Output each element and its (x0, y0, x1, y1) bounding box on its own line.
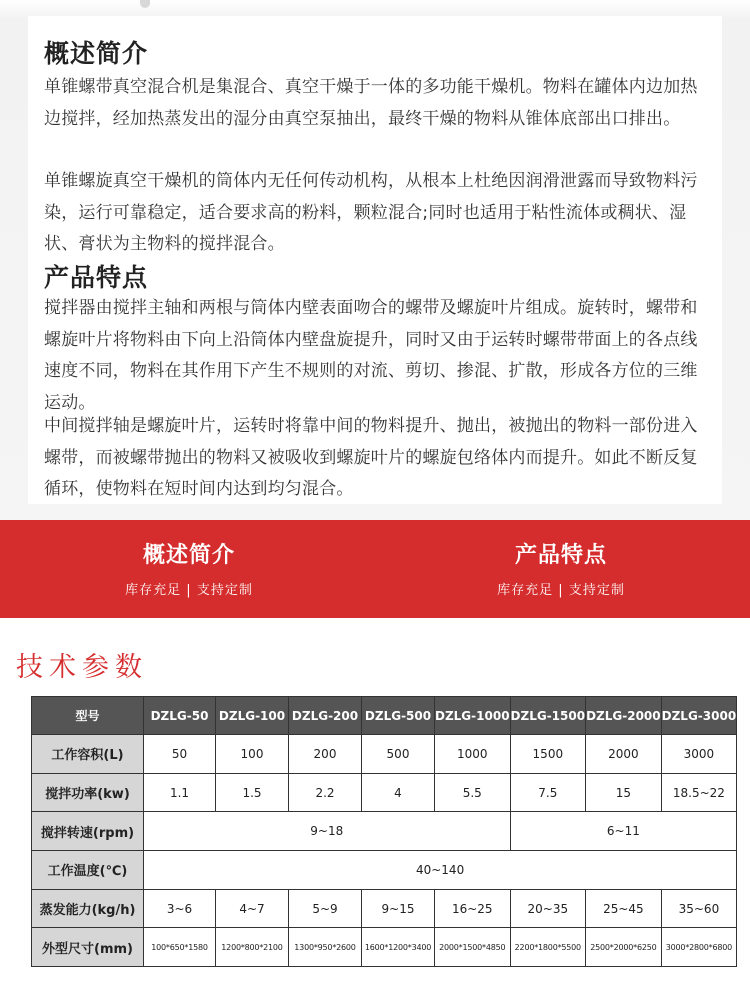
banner-features-subtitle: 库存充足 | 支持定制 (497, 583, 625, 598)
table-cell: 2000 (586, 735, 662, 774)
table-cell: 25~45 (586, 889, 662, 928)
spec-table (31, 696, 737, 967)
table-row-evaporation (32, 889, 737, 928)
row-header: 蒸发能力(kg/h) (32, 889, 144, 928)
row-header: 搅拌转速(rpm) (32, 812, 144, 851)
table-cell: 9~15 (362, 889, 435, 928)
table-row-volume (32, 735, 737, 774)
table-cell: 1300*950*2600 (289, 928, 362, 967)
table-cell: 5.5 (435, 773, 511, 812)
table-cell: 2.2 (289, 773, 362, 812)
table-cell: 3000 (661, 735, 737, 774)
features-title: 产品特点 (44, 263, 149, 292)
table-cell-merged: 40~140 (144, 851, 737, 890)
table-cell: 1000 (435, 735, 511, 774)
table-cell: 1600*1200*3400 (362, 928, 435, 967)
table-cell: 1.1 (144, 773, 216, 812)
features-paragraph-2: 中间搅拌轴是螺旋叶片，运转时将靠中间的物料提升、抛出，被抛出的物料一部份进入螺带，而被螺带抛出的物料又被吸收到螺旋叶片的螺旋包络体内而提升。如此不断反复循环，使物料在短时间内达到均匀混合。 (44, 416, 698, 499)
row-header: 工作温度(℃) (32, 851, 144, 890)
table-row-temperature (32, 851, 737, 890)
banner-features-title: 产品特点 (514, 543, 607, 568)
table-cell: 15 (586, 773, 662, 812)
banner-overview-title: 概述简介 (142, 543, 235, 568)
table-row-power (32, 773, 737, 812)
row-header: 外型尺寸(mm) (32, 928, 144, 967)
table-cell: 2200*1800*5500 (510, 928, 586, 967)
header-model: DZLG-100 (216, 697, 289, 735)
table-cell: 500 (362, 735, 435, 774)
banner-features[interactable] (436, 538, 686, 598)
table-cell: 100 (216, 735, 289, 774)
table-cell: 50 (144, 735, 216, 774)
red-banner (0, 520, 750, 618)
table-cell: 2500*2000*6250 (586, 928, 662, 967)
table-cell: 5~9 (289, 889, 362, 928)
header-model: DZLG-1500 (510, 697, 586, 735)
table-cell: 200 (289, 735, 362, 774)
overview-paragraph-1: 单锥螺带真空混合机是集混合、真空干燥于一体的多功能干燥机。物料在罐体内边加热边搅拌，经加热蒸发出的湿分由真空泵抽出，最终干燥的物料从锥体底部出口排出。 (44, 77, 698, 129)
features-paragraph-1: 搅拌器由搅拌主轴和两根与筒体内壁表面吻合的螺带及螺旋叶片组成。旋转时，螺带和螺旋叶片将物料由下向上沿筒体内壁盘旋提升，同时又由于运转时螺带带面上的各点线速度不同，物料在其作用下产生不规则的对流、剪切、掺混、扩散，形成各方位的三维运动。 (44, 298, 698, 413)
spec-title: 技术参数 (16, 652, 148, 683)
table-cell: 35~60 (661, 889, 737, 928)
table-cell: 1.5 (216, 773, 289, 812)
table-cell: 16~25 (435, 889, 511, 928)
table-cell-merged: 6~11 (510, 812, 737, 851)
header-model: DZLG-1000 (435, 697, 511, 735)
header-model: DZLG-50 (144, 697, 216, 735)
banner-overview[interactable] (64, 538, 314, 598)
table-cell: 3~6 (144, 889, 216, 928)
table-cell: 4~7 (216, 889, 289, 928)
table-cell: 4 (362, 773, 435, 812)
table-cell: 18.5~22 (661, 773, 737, 812)
overview-paragraph-2: 单锥螺旋真空干燥机的筒体内无任何传动机构，从根本上杜绝因润滑泄露而导致物料污染，运行可靠稳定，适合要求高的粉料，颗粒混合;同时也适用于粘性流体或稠状、湿状、膏状为主物料的搅拌混合。 (44, 171, 698, 254)
table-cell: 100*650*1580 (144, 928, 216, 967)
spec-header-row (32, 697, 737, 735)
overview-title: 概述简介 (44, 39, 149, 68)
header-model: DZLG-500 (362, 697, 435, 735)
header-model: DZLG-200 (289, 697, 362, 735)
header-model: DZLG-2000 (586, 697, 662, 735)
header-model: DZLG-3000 (661, 697, 737, 735)
row-header: 工作容积(L) (32, 735, 144, 774)
table-cell: 3000*2800*6800 (661, 928, 737, 967)
row-header: 搅拌功率(kw) (32, 773, 144, 812)
banner-overview-subtitle: 库存充足 | 支持定制 (125, 583, 253, 598)
header-model-label: 型号 (32, 697, 144, 735)
table-row-speed (32, 812, 737, 851)
table-cell: 2000*1500*4850 (435, 928, 511, 967)
table-cell-merged: 9~18 (144, 812, 511, 851)
table-cell: 1500 (510, 735, 586, 774)
table-cell: 7.5 (510, 773, 586, 812)
table-cell: 20~35 (510, 889, 586, 928)
table-row-dimensions (32, 928, 737, 967)
table-cell: 1200*800*2100 (216, 928, 289, 967)
